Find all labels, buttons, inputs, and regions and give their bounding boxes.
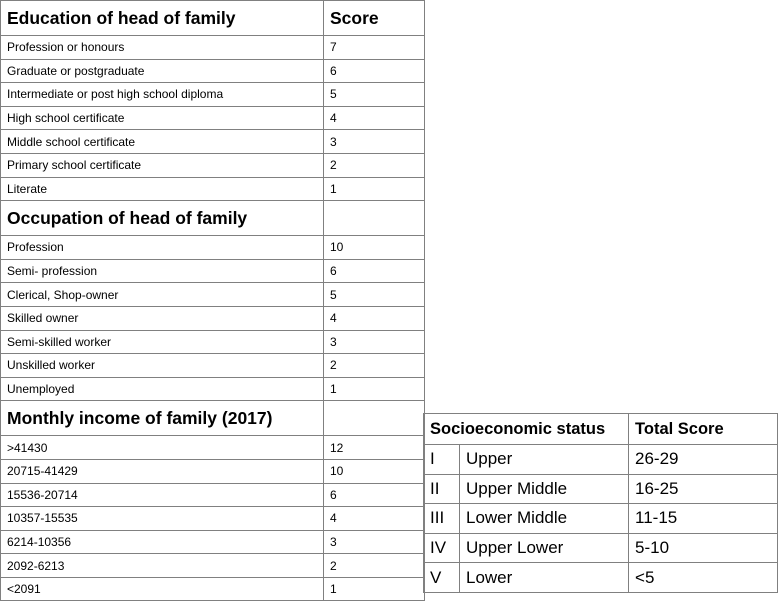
table-row	[1, 177, 425, 201]
occupation-score: 5	[324, 283, 425, 307]
education-label: Graduate or postgraduate	[1, 59, 324, 83]
income-score: 4	[324, 507, 425, 531]
occupation-score: 4	[324, 306, 425, 330]
table-row	[1, 577, 425, 601]
table-row	[1, 436, 425, 460]
income-label: <2091	[1, 577, 324, 601]
income-label: 2092-6213	[1, 554, 324, 578]
ses-header-row	[424, 414, 778, 445]
education-score: 7	[324, 36, 425, 60]
income-score: 10	[324, 459, 425, 483]
education-score: 5	[324, 83, 425, 107]
occupation-label: Unskilled worker	[1, 354, 324, 378]
occupation-score: 1	[324, 377, 425, 401]
table-row	[1, 459, 425, 483]
occupation-score: 10	[324, 236, 425, 260]
table-row	[424, 445, 778, 475]
score-header: Score	[324, 1, 425, 36]
table-row	[1, 106, 425, 130]
education-label: High school certificate	[1, 106, 324, 130]
ses-class: V	[424, 563, 460, 593]
education-label: Intermediate or post high school diploma	[1, 83, 324, 107]
occupation-label: Semi- profession	[1, 259, 324, 283]
income-score: 3	[324, 530, 425, 554]
education-label: Middle school certificate	[1, 130, 324, 154]
empty-cell	[324, 401, 425, 436]
table-row	[1, 83, 425, 107]
ses-status: Lower Middle	[460, 504, 629, 534]
income-score: 2	[324, 554, 425, 578]
income-score: 6	[324, 483, 425, 507]
education-label: Literate	[1, 177, 324, 201]
income-header-row	[1, 401, 425, 436]
table-row	[1, 554, 425, 578]
income-label: 20715-41429	[1, 459, 324, 483]
table-row	[1, 283, 425, 307]
occupation-label: Clerical, Shop-owner	[1, 283, 324, 307]
table-row	[1, 330, 425, 354]
income-label: >41430	[1, 436, 324, 460]
education-score: 6	[324, 59, 425, 83]
occupation-label: Semi-skilled worker	[1, 330, 324, 354]
table-row	[424, 533, 778, 563]
ses-class: IV	[424, 533, 460, 563]
education-score: 2	[324, 153, 425, 177]
table-row	[1, 377, 425, 401]
ses-total: 26-29	[629, 445, 778, 475]
education-header-row	[1, 1, 425, 36]
income-label: 6214-10356	[1, 530, 324, 554]
ses-status: Upper Lower	[460, 533, 629, 563]
table-row	[1, 153, 425, 177]
occupation-label: Unemployed	[1, 377, 324, 401]
ses-total: 11-15	[629, 504, 778, 534]
occupation-label: Profession	[1, 236, 324, 260]
occupation-header-row	[1, 201, 425, 236]
education-score: 4	[324, 106, 425, 130]
occupation-score: 2	[324, 354, 425, 378]
ses-status: Upper Middle	[460, 474, 629, 504]
ses-total: <5	[629, 563, 778, 593]
ses-status: Lower	[460, 563, 629, 593]
table-row	[424, 504, 778, 534]
education-label: Primary school certificate	[1, 153, 324, 177]
table-row	[424, 563, 778, 593]
table-row	[1, 306, 425, 330]
education-header: Education of head of family	[1, 1, 324, 36]
empty-cell	[324, 201, 425, 236]
table-row	[1, 530, 425, 554]
income-label: 10357-15535	[1, 507, 324, 531]
table-row	[1, 483, 425, 507]
occupation-score: 3	[324, 330, 425, 354]
ses-status-header: Socioeconomic status	[424, 414, 629, 445]
income-header: Monthly income of family (2017)	[1, 401, 324, 436]
occupation-label: Skilled owner	[1, 306, 324, 330]
ses-status: Upper	[460, 445, 629, 475]
table-row	[1, 507, 425, 531]
education-score: 1	[324, 177, 425, 201]
table-row	[1, 259, 425, 283]
income-score: 1	[324, 577, 425, 601]
income-score: 12	[324, 436, 425, 460]
table-row	[1, 236, 425, 260]
ses-class: III	[424, 504, 460, 534]
ses-total: 16-25	[629, 474, 778, 504]
socioeconomic-status-table	[423, 413, 778, 593]
ses-class: I	[424, 445, 460, 475]
ses-total-header: Total Score	[629, 414, 778, 445]
ses-class: II	[424, 474, 460, 504]
ses-total: 5-10	[629, 533, 778, 563]
table-row	[1, 130, 425, 154]
occupation-score: 6	[324, 259, 425, 283]
table-row	[1, 36, 425, 60]
education-score: 3	[324, 130, 425, 154]
table-row	[424, 474, 778, 504]
table-row	[1, 354, 425, 378]
table-row	[1, 59, 425, 83]
income-label: 15536-20714	[1, 483, 324, 507]
education-label: Profession or honours	[1, 36, 324, 60]
occupation-header: Occupation of head of family	[1, 201, 324, 236]
